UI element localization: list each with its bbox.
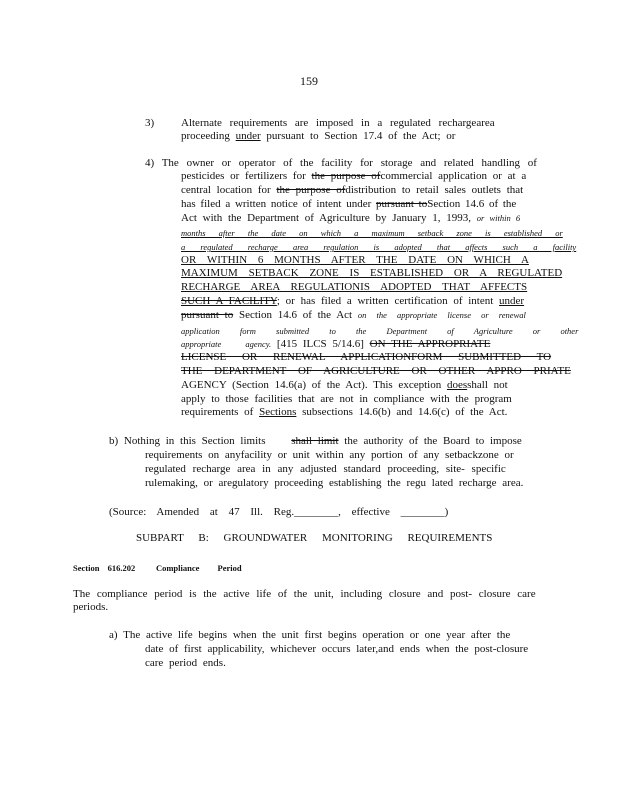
item-a-line-3: care period ends. xyxy=(145,657,226,669)
compliance-paragraph-line-2: periods. xyxy=(73,601,109,613)
item-3-line-2: proceeding under pursuant to Section 17.4 of the Act; or xyxy=(181,130,456,142)
item-4-line-2: pesticides or fertilizers for the purpose ofcommercial application or at a xyxy=(181,170,527,182)
item-4-line-4: has filed a written notice of intent under pursuant toSection 14.6 of the xyxy=(181,198,517,210)
item-b-line-3: regulated recharge area in any adjusted standard proceeding, site- specific xyxy=(145,463,506,475)
item-4-line-1: 4) The owner or operator of the facility for storage and related handling of xyxy=(145,157,537,169)
item-4-line-5: Act with the Department of Agriculture by January 1, 1993, or within 6 xyxy=(181,212,521,224)
item-4-line-10: RECHARGE AREA REGULATIONIS ADOPTED THAT AFFECTS xyxy=(181,281,528,293)
item-4-line-19: requirements of Sections subsections 14.6(b) and 14.6(c) of the Act. xyxy=(181,406,508,418)
compliance-paragraph-line-1: The compliance period is the active life of the unit, including closure and post- closure care xyxy=(73,588,536,600)
item-4-line-14: appropriate agency. [415 ILCS 5/14.6] ON THE APPROPRIATE xyxy=(181,338,491,350)
item-b-line-2: requirements on anyfacility or unit within any portion of any setbackzone or xyxy=(145,449,514,461)
source-note: (Source: Amended at 47 Ill. Reg.________, effective ________) xyxy=(109,506,449,518)
item-4-line-16: THE DEPARTMENT OF AGRICULTURE OR OTHER APPRO PRIATE xyxy=(181,365,571,377)
item-4-line-15: LICENSE OR RENEWAL APPLICATIONFORM SUBMITTED TO xyxy=(181,351,552,363)
item-4-line-13: application form submitted to the Department of Agriculture or other xyxy=(181,326,579,336)
item-4-line-12: pursuant to Section 14.6 of the Act on the appropriate license or renewal xyxy=(181,309,526,321)
item-3-line-1: Alternate requirements are imposed in a regulated rechargearea xyxy=(181,117,495,129)
item-4-line-18: apply to those facilities that are not in compliance with the program xyxy=(181,393,512,405)
item-a-line-2: date of first applicability, whichever occurs later,and ends when the post-closure xyxy=(145,643,529,655)
item-a-line-1: a) The active life begins when the unit first begins operation or one year after the xyxy=(109,629,511,641)
item-3-number: 3) xyxy=(145,117,155,129)
item-4-line-8: OR WITHIN 6 MONTHS AFTER THE DATE ON WHICH A xyxy=(181,254,529,266)
item-4-line-6: months after the date on which a maximum setback zone is established or xyxy=(181,228,563,238)
item-4-line-7: a regulated recharge area regulation is adopted that affects such a facility xyxy=(181,242,577,252)
item-4-line-11: SUCH A FACILITY; or has filed a written certification of intent under xyxy=(181,295,525,307)
subpart-heading: SUBPART B: GROUNDWATER MONITORING REQUIREMENTS xyxy=(136,532,493,544)
item-b-line-1: b) Nothing in this Section limits shall limit the authority of the Board to impose xyxy=(109,435,522,447)
item-4-line-3: central location for the purpose ofdistribution to retail sales outlets that xyxy=(181,184,524,196)
item-4-line-9: MAXIMUM SETBACK ZONE IS ESTABLISHED OR A REGULATED xyxy=(181,267,563,279)
page-number: 159 xyxy=(300,74,318,88)
item-4-line-17: AGENCY (Section 14.6(a) of the Act). This exception doesshall not xyxy=(181,379,508,391)
section-heading: Section 616.202 Compliance Period xyxy=(73,563,242,573)
item-b-line-4: rulemaking, or aregulatory proceeding establishing the regu lated recharge area. xyxy=(145,477,524,489)
